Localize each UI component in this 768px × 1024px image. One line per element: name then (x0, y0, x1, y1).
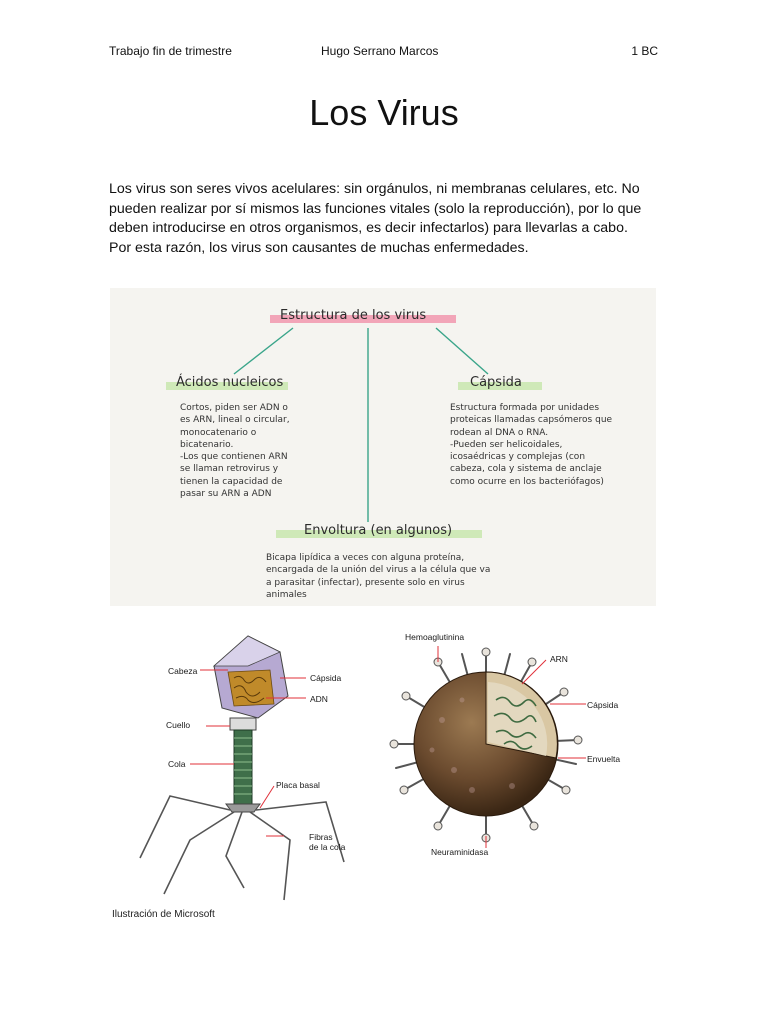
header-author: Hugo Serrano Marcos (321, 44, 439, 58)
nucleic-acids-title: Ácidos nucleicos (176, 375, 284, 390)
label-arn: ARN (550, 654, 568, 664)
envelope-text: Bicapa lipídica a veces con alguna proteína, encargada de la unión del virus a la célula que va a parasitar (infectar), presente solo en virus animales (266, 553, 491, 600)
capsid-title: Cápsida (470, 375, 522, 390)
header-class: 1 BC (631, 44, 658, 58)
bacteriophage-illustration (130, 626, 370, 906)
label-cuello: Cuello (166, 720, 191, 730)
label-capsida-flu: Cápsida (587, 700, 619, 710)
label-neuraminidasa: Neuraminidasa (431, 847, 489, 857)
label-hemoaglutinina: Hemoaglutinina (405, 632, 465, 642)
capsid-text: Estructura formada por unidades proteicas llamadas capsómeros que rodean al DNA o RNA. -Pueden ser helicoidales, icosaédricas y complejas (con cabeza, cola y sistema de anclaje como ocurre en los bacteriófagos) (450, 403, 613, 487)
label-capsida-phage: Cápsida (310, 673, 342, 683)
label-adn: ADN (310, 694, 328, 704)
intro-paragraph: Los virus son seres vivos acelulares: sin orgánulos, ni membranas celulares, etc. No pueden realizar por sí mismos las funciones vitales (solo la reproducción), por lo que deben introducirse en otros organismos, es decir infectarlos) para llevarlas a cabo. Por esta razón, los virus son causantes de muchas enfermedades. (109, 181, 642, 256)
label-fibras: Fibras de la cola (309, 832, 346, 852)
label-cabeza: Cabeza (168, 666, 198, 676)
label-placa-basal: Placa basal (276, 780, 320, 790)
label-envuelta: Envuelta (587, 754, 621, 764)
root-node: Estructura de los virus (280, 308, 427, 323)
page-title: Los Virus (309, 92, 459, 133)
header-course: Trabajo fin de trimestre (109, 44, 232, 58)
illustration-credit: Ilustración de Microsoft (112, 909, 215, 920)
label-cola: Cola (168, 759, 186, 769)
virus-structure-diagram (110, 288, 656, 606)
influenza-virus-illustration (382, 640, 592, 850)
envelope-title: Envoltura (en algunos) (304, 523, 453, 538)
page-header (109, 44, 658, 60)
nucleic-acids-text: Cortos, piden ser ADN o es ARN, lineal o circular, monocatenario o bicatenario. -Los que contienen ARN se llaman retrovirus y tienen la capacidad de pasar su ARN a ADN (180, 403, 290, 500)
